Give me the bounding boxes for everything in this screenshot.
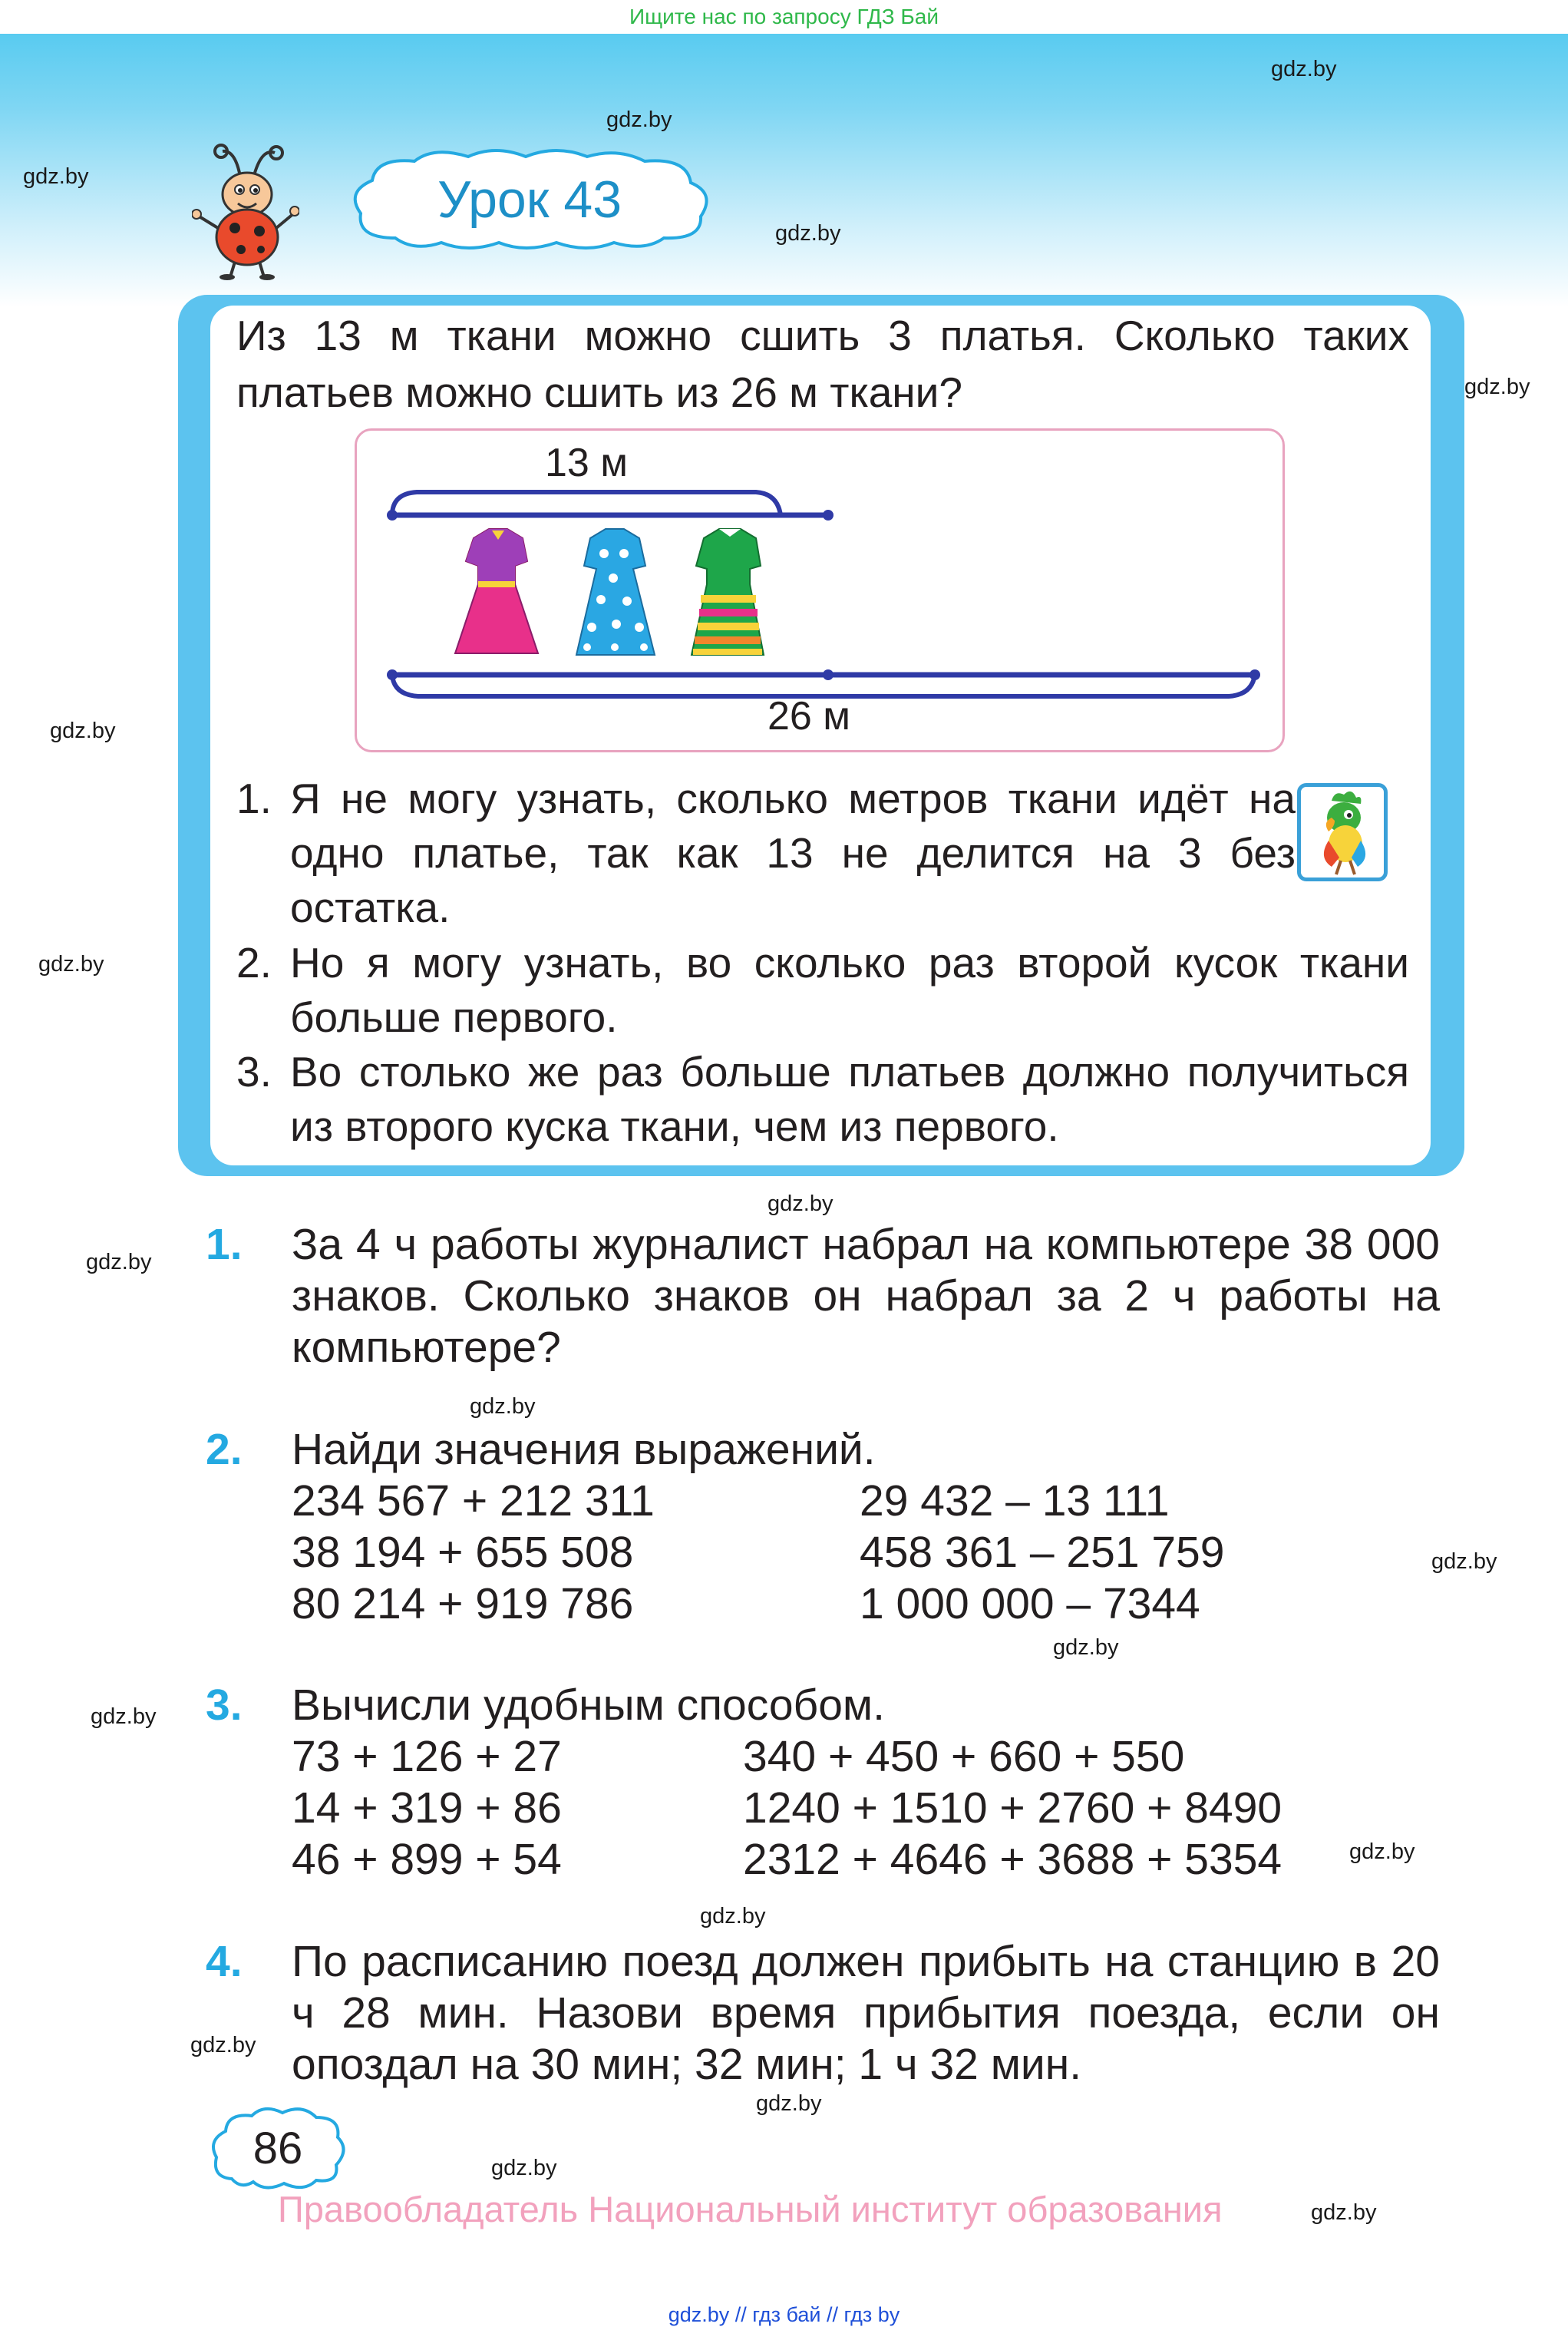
watermark: gdz.by [606,107,672,132]
watermark: gdz.by [50,719,116,743]
rule-step-1 [236,772,1409,935]
page-number-cloud [209,2104,347,2194]
watermark: gdz.by [756,2091,822,2116]
watermark: gdz.by [86,1250,152,1274]
rule-step-number: 2. [236,939,272,987]
task-prompt: Найди значения выражений. [292,1425,876,1474]
watermark: gdz.by [190,2033,256,2057]
task-text: По расписанию поезд должен прибыть на станцию в 20 ч 28 мин. Назови время прибытия поезда, если он опоздал на 30 мин; 32 мин; 1 ч 32 мин. [292,1937,1440,2089]
watermark: gdz.by [1349,1839,1415,1864]
watermark: gdz.by [700,1904,766,1929]
rule-step-number: 3. [236,1048,272,1096]
expression: 2312 + 4646 + 3688 + 5354 [743,1835,1282,1884]
lesson-title: Урок 43 [437,170,622,229]
ladybug-mascot-icon [192,142,299,284]
watermark: gdz.by [23,164,89,189]
striped-dress-icon [692,529,764,655]
watermark: gdz.by [491,2156,557,2180]
expression: 14 + 319 + 86 [292,1783,562,1833]
task-text: За 4 ч работы журналист набрал на компьютере 38 000 знаков. Сколько знаков он набрал за 2 ч работы на компьютере? [292,1220,1440,1372]
diagram-bottom-label: 26 м [767,694,851,739]
expression: 38 194 + 655 508 [292,1528,634,1577]
watermark: gdz.by [767,1191,834,1216]
watermark: gdz.by [38,952,104,977]
rule-step-text: Но я могу узнать, во сколько раз второй кусок ткани больше первого. [290,939,1409,1041]
rule-step-text: Во столько же раз больше платьев должно получиться из второго куска ткани, чем из первого. [290,1048,1409,1150]
rule-step-3 [236,1045,1409,1154]
task-2 [206,1424,1440,1476]
watermark: gdz.by [470,1394,536,1419]
expression: 458 361 – 251 759 [860,1528,1225,1577]
task-prompt: Вычисли удобным способом. [292,1681,885,1730]
expression: 46 + 899 + 54 [292,1835,562,1884]
copyright-text: Правообладатель Национальный институт образования [278,2189,1223,2229]
expression: 1 000 000 – 7344 [860,1579,1200,1628]
watermark: gdz.by [775,221,841,246]
watermark: gdz.by [1431,1549,1497,1574]
watermark: gdz.by [1311,2200,1377,2225]
task-1 [206,1219,1440,1373]
task-number: 1. [206,1220,243,1269]
fabric-diagram [355,428,1285,752]
expression: 234 567 + 212 311 [292,1476,655,1525]
expression: 73 + 126 + 27 [292,1732,562,1781]
blue-polka-dress-icon [576,529,655,655]
rule-problem-text: Из 13 м ткани можно сшить 3 платья. Сколько таких платьев можно сшить из 26 м ткани? [236,312,1409,416]
task-number: 3. [206,1681,243,1730]
task-4 [206,1936,1440,2090]
task-number: 2. [206,1425,243,1474]
diagram-top-label: 13 м [545,441,629,485]
task-number: 4. [206,1937,243,1986]
pink-dress-icon [455,529,538,653]
bottom-links[interactable]: gdz.by // гдз бай // гдз by [668,2303,900,2326]
expression: 80 214 + 919 786 [292,1579,634,1628]
task-3 [206,1680,1440,1731]
expression: 1240 + 1510 + 2760 + 8490 [743,1783,1282,1833]
top-banner[interactable]: Ищите нас по запросу ГДЗ Бай [0,0,1568,34]
rule-step-number: 1. [236,775,272,822]
lesson-title-cloud [342,146,718,253]
watermark: gdz.by [1464,375,1530,399]
watermark: gdz.by [91,1704,157,1729]
rule-step-2 [236,936,1409,1045]
expression: 340 + 450 + 660 + 550 [743,1732,1185,1781]
watermark: gdz.by [1053,1635,1119,1660]
watermark: gdz.by [1271,57,1337,81]
rule-step-text: Я не могу узнать, сколько метров ткани идёт на одно платье, так как 13 не делится на 3 без остатка. [290,775,1296,931]
expression: 29 432 – 13 111 [860,1476,1170,1525]
page-number: 86 [253,2124,303,2173]
